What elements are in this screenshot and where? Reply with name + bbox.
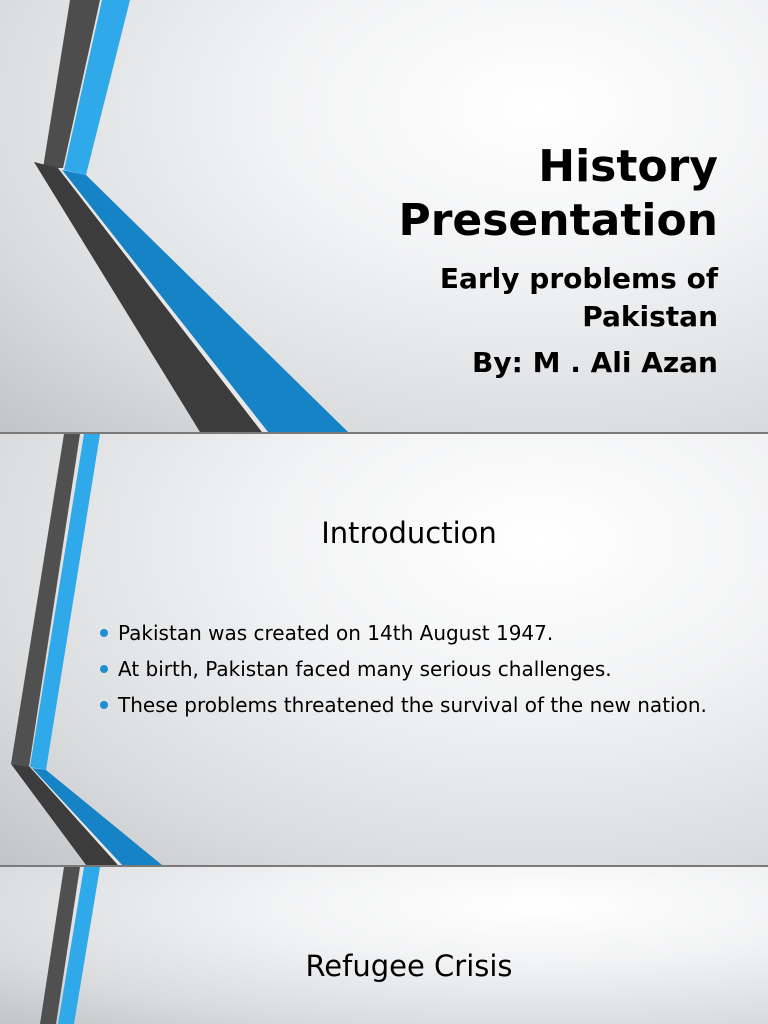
presentation-subtitle: Early problems of Pakistan <box>439 262 718 333</box>
presentation-author: By: M . Ali Azan <box>472 346 718 379</box>
list-item <box>100 656 710 682</box>
bullet-icon <box>100 665 108 673</box>
slide-decoration <box>0 867 768 1024</box>
title-slide <box>0 0 768 432</box>
bullet-list <box>100 620 710 728</box>
slide-heading: Introduction <box>321 516 497 550</box>
bullet-icon <box>100 701 108 709</box>
list-item <box>100 692 710 718</box>
list-item <box>100 620 710 646</box>
introduction-slide <box>0 434 768 865</box>
title-block <box>298 140 718 382</box>
bullet-icon <box>100 629 108 637</box>
bullet-text: These problems threatened the survival of the new nation. <box>118 693 707 717</box>
refugee-crisis-slide <box>0 867 768 1024</box>
bullet-text: Pakistan was created on 14th August 1947. <box>118 621 554 645</box>
bullet-text: At birth, Pakistan faced many serious challenges. <box>118 657 612 681</box>
slide-heading: Refugee Crisis <box>305 949 513 983</box>
presentation-title: History Presentation <box>398 141 718 246</box>
